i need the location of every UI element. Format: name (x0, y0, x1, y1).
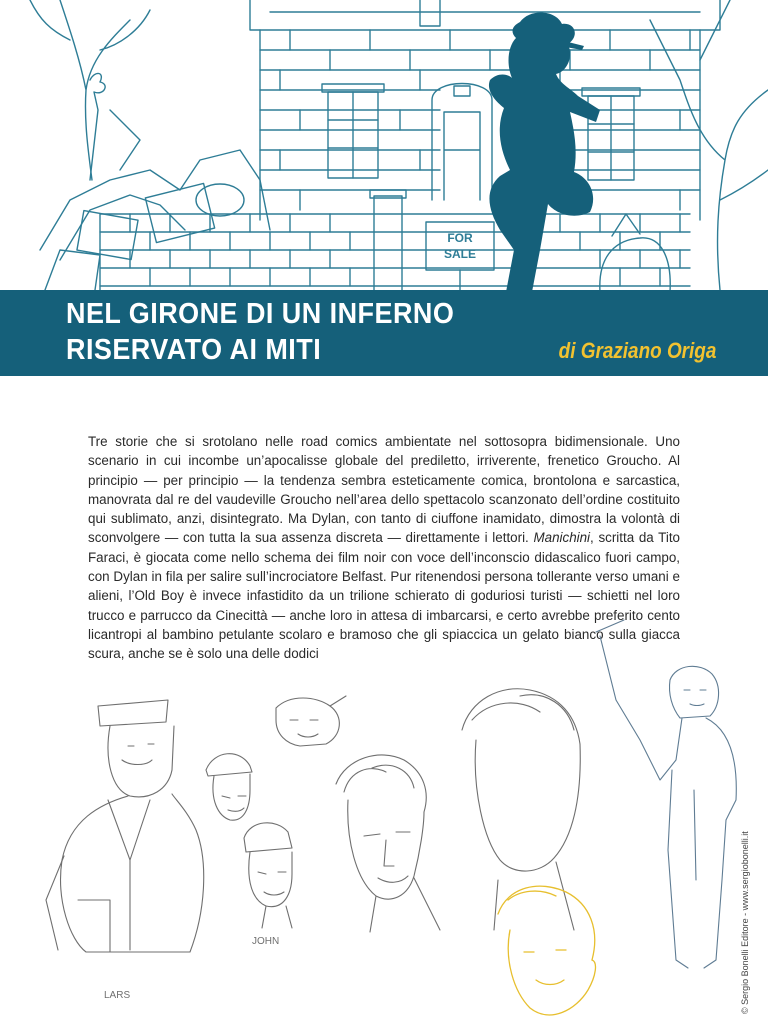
sketch-head-cap (206, 754, 252, 821)
sketch-lars (46, 700, 204, 952)
sketch-john (244, 823, 292, 928)
sketch-big-hair-head (462, 689, 580, 930)
pillar-number (386, 229, 389, 241)
sketch-small-head (276, 696, 346, 746)
body-text-part-2: , scritta da Tito Faraci, è giocata come nello schema dei film noir con voce dell’inconscio didascalico fuori campo, con Dylan in fila per salire sull’incrociatore Belfast. Pur ritenendosi persona tollerante verso umani e alieni, l’Old Boy è invece infastidito da un trilione schierato di goduriosi turisti — schietti nel loro trucco e parrucco da Cinecittà — anche loro in attesa di imbarcarsi, e certo avrebbe preferito cento licantropi al bambino petulante scolaro e bramoso che gli spiaccica un gelato bianco sulla giacca scura, anche se è solo una delle dodici (88, 530, 681, 662)
title-band (0, 290, 768, 376)
junk-pile (40, 73, 270, 290)
copyright-notice: © Sergio Bonelli Editore - www.sergiobonelli.it (740, 831, 750, 1014)
bare-tree-right (650, 0, 768, 290)
pencil-sketches (0, 560, 768, 1024)
header-illustration (0, 0, 768, 292)
body-text-part-1: Tre storie che si srotolano nelle road comics ambientate nel sottosopra bidimensionale. Uno scenario in cui incombe un’apocalisse globale del prediletto, irriverente, frenetico Groucho. Al principio — per principio — la tendenza sembra esteticamente comica, brontolona e sarcastica, manovrata dal re del vaudeville Groucho nell’area dello spettacolo scanzonato dell’ordine costituito qui sublimato, anzi, disintegrato. Ma Dylan, con tanto di ciuffone inamidato, dimostra la volontà di sconvolgere — con tutta la sua assenza discreta — direttamente i lettori. (88, 434, 680, 546)
article-title-line-1: NEL GIRONE DI UN INFERNO (66, 298, 455, 330)
story-title-italic: Manichini (533, 530, 591, 546)
sign-text-for: FOR (447, 231, 473, 245)
front-wall (100, 190, 690, 292)
sketch-label-john: JOHN (252, 936, 280, 947)
sketch-label-lars: LARS (104, 990, 131, 1001)
author-byline: di Graziano Origa (558, 338, 716, 363)
sketch-yellow-figure (498, 886, 595, 1015)
sign-text-sale: SALE (443, 247, 477, 261)
article-title-line-2: RISERVATO AI MITI (66, 334, 322, 366)
sketch-dylan-head (336, 755, 440, 932)
sketch-standing-figure (596, 620, 736, 968)
house (250, 0, 720, 220)
